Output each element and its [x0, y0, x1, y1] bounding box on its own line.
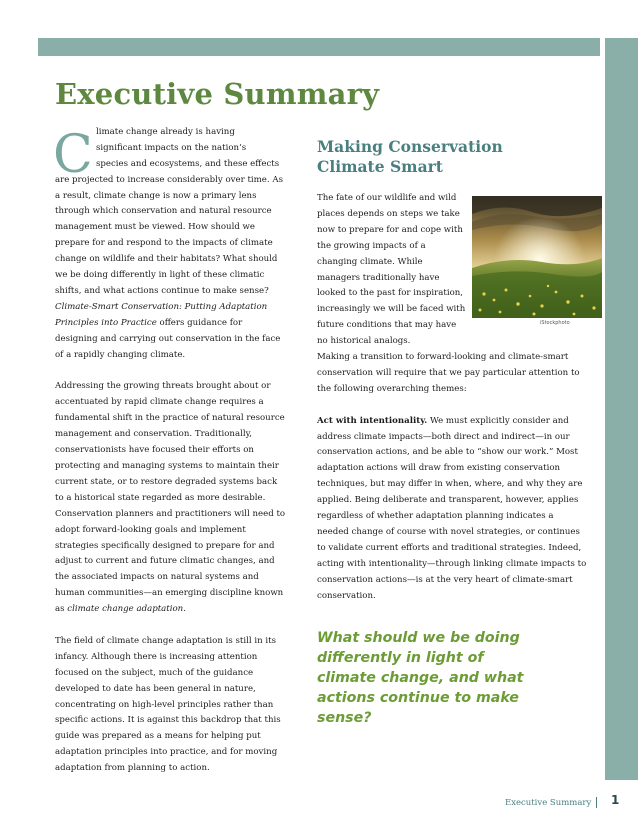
drop-cap: C — [53, 125, 93, 185]
intro-paragraph — [55, 173, 287, 364]
theme-body: We must explicitly consider and address climate impacts—both direct and indirect—in our conservation actions, and be able to “show our work.” Most adaptation actions will draw from existing conservation techniques, but may differ in when, where, and why they are applied. Being deliberate and transparent, however, applies regardless of whether adaptation planning indicates a needed change of course with novel strategies, or continues to validate current efforts and traditional strategies. Indeed, acting with intentionality—through linking climate impacts to conservation actions—is at the very heart of climate-smart conservation. — [317, 415, 587, 601]
threats-text-a: Addressing the growing threats brought about or accentuated by rapid climate change requires a fundamental shift in the practice of natural resource management and conservation. Traditionally, conservationists have focused their efforts on protecting and managing systems to maintain their current state, or to restore degraded systems back to a historical state regarded as more desirable. Conservation planners and practitioners will need to adopt forward-looking goals and implement strategies specifically designed to prepare for and adjust to current and future climatic changes, and the associated impacts on natural systems and human communities—an emerging discipline known as — [55, 381, 286, 615]
guide-title-italic: Climate-Smart Conservation: Putting Adaptation Principles into Practice — [55, 301, 268, 328]
side-color-band — [605, 38, 638, 780]
sidebar-intro-narrow: The fate of our wildlife and wild places depends on steps we take now to prepare for and cope with the growing impacts of a changing climate. While managers traditionally have looked to the past for inspiration, increasingly we will be faced with future conditions that may have no historical analogs. — [317, 193, 466, 347]
intro-text-b: offers guidance for designing and carrying out conservation in the face of a rapidly changing climate. — [55, 317, 281, 360]
adaptation-term-italic: climate change adaptation — [67, 604, 184, 615]
prairie-sunset-photo — [472, 196, 602, 318]
photo-credit: iStockphoto — [540, 320, 570, 326]
footer-label: Executive Summary — [505, 798, 592, 808]
threats-paragraph — [55, 379, 287, 618]
sidebar-heading-line-2: Climate Smart — [317, 157, 443, 176]
sidebar-heading-line-1: Making Conservation — [317, 137, 503, 156]
intro-text-a: are projected to increase considerably over time. As a result, climate change is now a primary lens through which conservation and natural resource management must be viewed. How should we prepare for and respond to the impacts of climate change on wildlife and their habitats? What should we be doing differently in light of these climatic shifts, and what actions continue to make sense? — [55, 174, 283, 297]
footer-running-head — [505, 797, 597, 808]
sidebar-heading — [317, 137, 587, 177]
threats-text-b: . — [183, 604, 186, 615]
theme-lead: Act with intentionality. — [317, 415, 428, 426]
intro-line-1: limate change already is having — [96, 127, 235, 137]
page-title: Executive Summary — [55, 77, 380, 111]
intro-line-3: species and ecosystems, and these effects — [96, 158, 280, 169]
left-column — [55, 125, 287, 777]
sidebar-intro-wide: Making a transition to forward-looking and climate-smart conservation will require that we pay particular attention to the following overarching themes: — [317, 352, 580, 394]
page-number: 1 — [611, 793, 620, 807]
field-paragraph: The field of climate change adaptation is still in its infancy. Although there is increasing attention focused on the subject, much of the guidance developed to date has been general in nature, concentrating on high-level principles rather than specific actions. It is against this backdrop that this guide was prepared as a means for helping put adaptation principles into practice, and for moving adaptation from planning to action. — [55, 635, 281, 774]
footer-divider — [596, 797, 597, 808]
theme-paragraph — [317, 414, 587, 605]
pull-quote: What should we be doing differently in light of climate change, and what actions continue to make sense? — [317, 630, 524, 726]
intro-line-2: significant impacts on the nation’s — [96, 142, 247, 153]
top-color-band — [38, 38, 600, 56]
